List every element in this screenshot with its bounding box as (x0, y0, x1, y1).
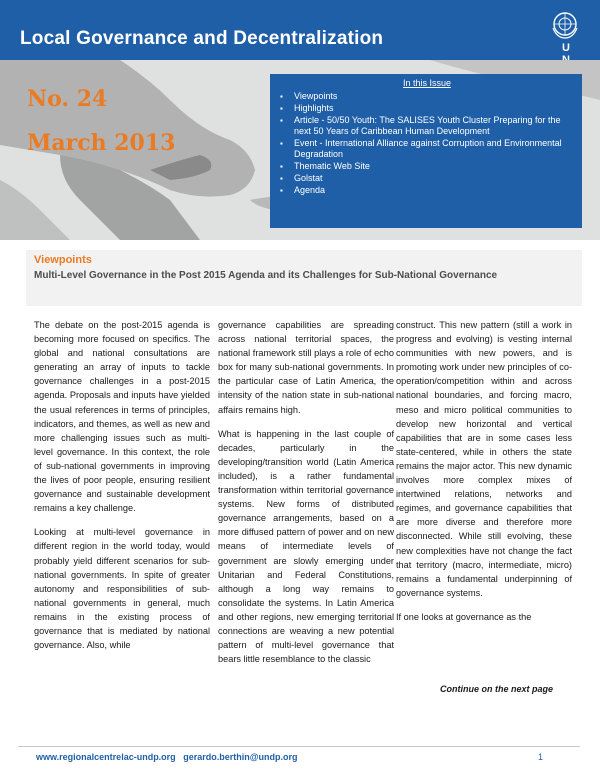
footer-contacts (36, 752, 297, 762)
article-column-3 (396, 318, 572, 634)
paragraph: If one looks at governance as the (396, 611, 532, 622)
viewpoints-header (26, 250, 582, 306)
website-link[interactable]: www.regionalcentrelac-undp.org (36, 752, 176, 762)
paragraph: What is happening in the last couple of decades, particularly in the developing/transition world (Latin America included), is a rather fundamental transformation within territorial governance systems. New forms of distributed governance arrangements, based on a more diffused pattern of power and on new means of intermediate levels of government are slowly emerging under Unitarian and Federal Constitutions, although a long way remains to consolidate the systems. In Latin America and other regions, new emerging territorial connections are weaving a new potential pattern of multi-level governance that bears little resemblance to the classic (218, 428, 394, 665)
paragraph: Looking at multi-level governance in different region in the world today, would probably yield different scenarios for sub-national governments. In spite of greater autonomy and responsibilities of sub-national governments in general, much remains in the existing process of governance that is mediated by national governance. Also, while (34, 527, 210, 651)
email-link[interactable]: gerardo.berthin@undp.org (183, 752, 298, 762)
toc-item-agenda[interactable]: ▪ Agenda (280, 185, 574, 196)
page-number: 1 (538, 752, 544, 762)
article-column-2 (218, 318, 394, 676)
issue-number: No. 24 (27, 86, 108, 112)
continue-note: Continue on the next page (440, 684, 554, 694)
paragraph: The debate on the post-2015 agenda is becoming more focused on specifics. The global and national consultations are generating an array of inputs to tackle governance challenges in a post-2015 agenda. Proposals and inputs have yielded the usual references in terms of principles, indicators, and themes, as well as new and more challenging issues such as multi-level governance. In this context, the role of sub-national governments in improving the lives of poor people, ensuring resilient governance and sustainable development remains a key challenge. (34, 320, 210, 514)
issue-date: March 2013 (27, 130, 176, 156)
in-this-issue-box (270, 74, 582, 228)
toc-list (280, 91, 574, 196)
toc-item-highlights[interactable]: ▪ Highlights (280, 103, 574, 114)
paragraph: governance capabilities are spreading across national territorial spaces, the national framework still plays a role of echo box for many sub-national governments. In the particular case of Latin America, the intensity of the nation state in sub-national affairs remains high. (218, 320, 394, 415)
article-column-1 (34, 318, 210, 662)
newsletter-title: Local Governance and Decentralization (20, 28, 384, 49)
footer-divider (18, 746, 580, 747)
toc-item-thematic-web-site[interactable]: ▪ Thematic Web Site (280, 161, 574, 172)
toc-item-viewpoints[interactable]: ▪ Viewpoints (280, 91, 574, 102)
article-title: Multi-Level Governance in the Post 2015 Agenda and its Challenges for Sub-National Governance (34, 270, 498, 281)
section-title: Viewpoints (34, 254, 92, 266)
toc-heading: In this Issue (402, 78, 452, 88)
toc-item-golstat[interactable]: ▪ Golstat (280, 173, 574, 184)
paragraph: construct. This new pattern (still a work in progress and evolving) is vesting internal communities with new powers, and is promoting work under new principles of co-operation/competition within and across national boundaries, and forcing macro, meso and micro political communities to develop new horizontal and vertical capabilities that are in some cases less state-centered, while in others the state remains the major actor. This new dynamic involves more complex mixes of intertwined relations, networks and regimes, and governance capabilities that are more diverse and therefore more disconnected. While still evolving, these new complexities have not change the fact that territory (macro, intermediate, micro) remains a fundamental underpinning of governance systems. (396, 320, 572, 598)
toc-item-event[interactable]: ▪ Event - International Alliance against Corruption and Environmental Degradation (280, 138, 574, 160)
un-emblem-icon (549, 8, 581, 40)
logo-letters: U (562, 42, 570, 54)
toc-item-article[interactable]: ▪ Article - 50/50 Youth: The SALISES Youth Cluster Preparing for the next 50 Years of Caribbean Human Development (280, 115, 574, 137)
